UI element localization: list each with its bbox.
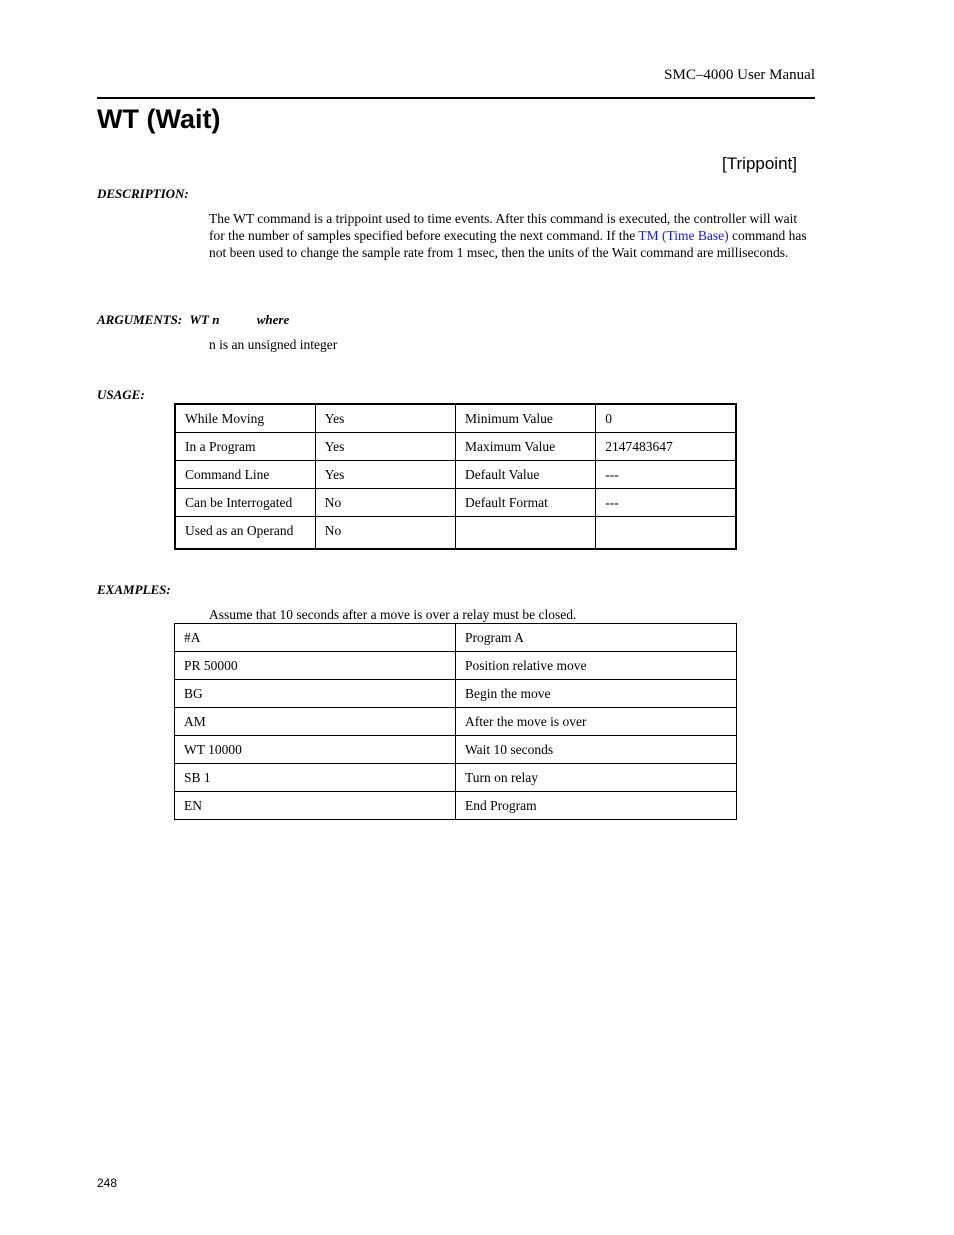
table-cell: PR 50000 [175,652,456,680]
table-cell: While Moving [175,404,315,432]
table-cell: SB 1 [175,764,456,792]
page-number: 248 [97,1176,118,1190]
table-cell: #A [175,624,456,652]
example-row [175,764,737,792]
arguments-heading [97,312,289,328]
description-heading: DESCRIPTION: [97,186,189,201]
usage-row [175,432,736,460]
example-row [175,736,737,764]
table-cell: Minimum Value [456,404,596,432]
arguments-text: n is an unsigned integer [209,337,338,352]
description-text [209,210,815,261]
table-cell: End Program [456,792,737,820]
usage-heading: USAGE: [97,387,145,402]
table-cell: 0 [596,404,736,432]
table-cell [596,516,736,549]
table-cell: Yes [315,432,455,460]
arguments-label: ARGUMENTS: [97,312,183,327]
table-cell: No [315,516,455,549]
examples-intro: Assume that 10 seconds after a move is over a relay must be closed. [209,607,577,622]
page-title: WT (Wait) [97,104,221,134]
tm-time-base-link[interactable]: TM (Time Base) [638,228,729,243]
table-cell: WT 10000 [175,736,456,764]
command-type-tag: [Trippoint] [722,154,797,173]
table-cell: Begin the move [456,680,737,708]
usage-table [174,403,737,550]
example-row [175,652,737,680]
table-cell: Program A [456,624,737,652]
usage-row [175,404,736,432]
arguments-where: where [256,312,290,327]
examples-table [174,623,737,820]
table-cell: Default Format [456,488,596,516]
description-text-after: command has not been used to change the sample rate from 1 msec, then the units of the Wait command are milliseconds. [209,228,807,260]
table-cell: Maximum Value [456,432,596,460]
table-cell: --- [596,488,736,516]
running-header: SMC–4000 User Manual [664,67,815,83]
table-cell: Command Line [175,460,315,488]
table-cell [456,516,596,549]
arguments-syntax: WT n [189,312,220,327]
example-row [175,680,737,708]
header-rule [97,97,815,99]
table-cell: 2147483647 [596,432,736,460]
example-row [175,792,737,820]
table-cell: Used as an Operand [175,516,315,549]
example-row [175,708,737,736]
table-cell: Wait 10 seconds [456,736,737,764]
usage-row [175,460,736,488]
table-cell: AM [175,708,456,736]
usage-row [175,488,736,516]
examples-heading: EXAMPLES: [97,582,171,597]
usage-row [175,516,736,549]
table-cell: Turn on relay [456,764,737,792]
table-cell: Yes [315,404,455,432]
table-cell: --- [596,460,736,488]
table-cell: BG [175,680,456,708]
table-cell: Can be Interrogated [175,488,315,516]
table-cell: After the move is over [456,708,737,736]
table-cell: EN [175,792,456,820]
table-cell: No [315,488,455,516]
table-cell: Yes [315,460,455,488]
table-cell: Position relative move [456,652,737,680]
example-row [175,624,737,652]
table-cell: In a Program [175,432,315,460]
description-text-before: The WT command is a trippoint used to time events. After this command is executed, the controller will wait for the number of samples specified before executing the next command. If the [209,211,798,243]
table-cell: Default Value [456,460,596,488]
